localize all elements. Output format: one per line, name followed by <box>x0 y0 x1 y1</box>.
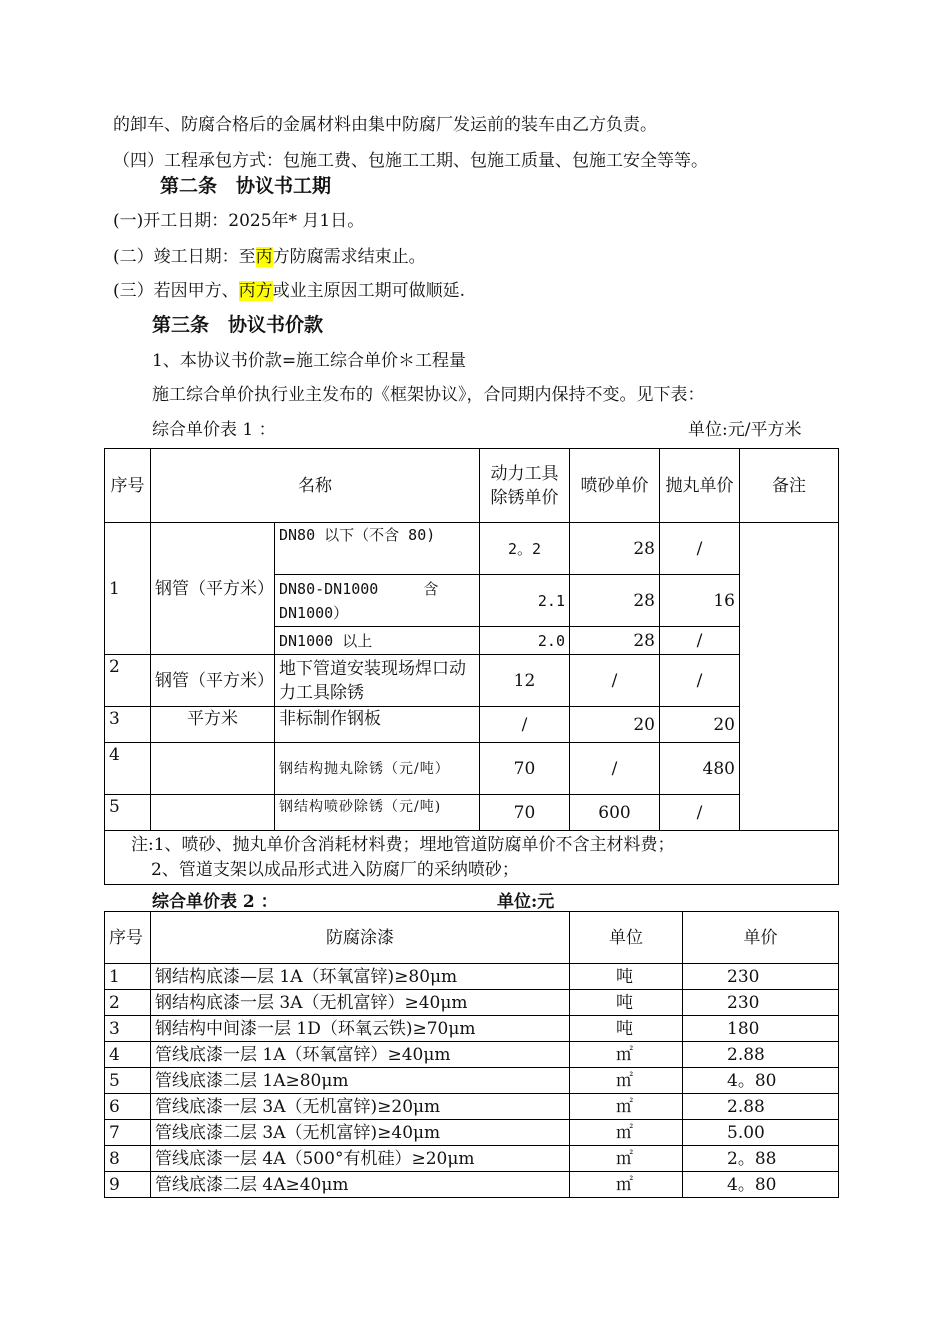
t1-sub: 钢结构喷砂除锈（元/吨) <box>275 795 480 831</box>
table-row <box>105 1120 839 1146</box>
t1-cat <box>151 743 275 795</box>
t2-unit: 吨 <box>570 1016 683 1042</box>
t2-header-unit: 单位 <box>570 912 683 964</box>
section-heading-2: 第二条 协议书工期 <box>160 175 332 197</box>
t1-shot: 480 <box>660 743 740 795</box>
t1-shot: 20 <box>660 707 740 743</box>
table-row <box>105 1068 839 1094</box>
table2-caption: 综合单价表 2 ： <box>152 892 278 912</box>
t1-sub: DN80 以下（不含 80) <box>275 523 480 575</box>
t1-sand: 28 <box>570 627 660 655</box>
end-date-suffix: 方防腐需求结束止。 <box>272 247 426 267</box>
price-table-2 <box>104 911 839 1198</box>
t1-power: 2.0 <box>480 627 570 655</box>
table-row <box>105 1172 839 1198</box>
t2-price: 4。80 <box>683 1068 839 1094</box>
t2-name: 管线底漆二层 4A≥40μm <box>151 1172 570 1198</box>
t1-no: 5 <box>105 795 151 831</box>
t2-header-price: 单价 <box>683 912 839 964</box>
t2-name: 管线底漆二层 1A≥80μm <box>151 1068 570 1094</box>
t1-header-no: 序号 <box>105 449 151 523</box>
t2-price: 5.00 <box>683 1120 839 1146</box>
t1-sand: 28 <box>570 575 660 627</box>
t2-name: 钢结构底漆一层 3A（无机富锌）≥40μm <box>151 990 570 1016</box>
t1-remark <box>740 523 839 831</box>
t1-cat: 平方米 <box>151 707 275 743</box>
table-row <box>105 523 839 575</box>
t1-power: 70 <box>480 795 570 831</box>
t1-sand: / <box>570 655 660 707</box>
t1-shot: 16 <box>660 575 740 627</box>
table-row <box>105 655 839 707</box>
paragraph-delay <box>113 276 465 301</box>
t2-no: 3 <box>105 1016 151 1042</box>
table-row <box>105 707 839 743</box>
paragraph-1: 的卸车、防腐合格后的金属材料由集中防腐厂发运前的装车由乙方负责。 <box>113 115 657 135</box>
t1-note-2: 2、管道支架以成品形式进入防腐厂的采纳喷砂； <box>151 859 519 880</box>
t2-no: 5 <box>105 1068 151 1094</box>
t2-price: 2.88 <box>683 1042 839 1068</box>
t1-no: 3 <box>105 707 151 743</box>
highlight-bingfang: 丙方 <box>238 281 273 301</box>
t2-header-no: 序号 <box>105 912 151 964</box>
t1-shot: / <box>660 523 740 575</box>
t1-note-1: 注:1、喷砂、抛丸单价含消耗材料费；埋地管道防腐单价不含主材料费； <box>131 834 675 855</box>
t2-no: 6 <box>105 1094 151 1120</box>
t1-power: 12 <box>480 655 570 707</box>
t2-no: 1 <box>105 964 151 990</box>
paragraph-start-date: (一)开工日期：2025年* 月1日。 <box>113 211 365 231</box>
t2-unit: ㎡ <box>570 1146 683 1172</box>
table-row <box>105 990 839 1016</box>
t1-sub: DN1000 以上 <box>275 627 480 655</box>
t2-price: 180 <box>683 1016 839 1042</box>
t2-no: 9 <box>105 1172 151 1198</box>
paragraph-end-date <box>113 242 426 267</box>
table-row <box>105 743 839 795</box>
table-row <box>105 964 839 990</box>
paragraph-2: （四）工程承包方式：包施工费、包施工工期、包施工质量、包施工安全等等。 <box>113 151 708 171</box>
paragraph-price: 1、本协议书价款=施工综合单价＊工程量 <box>152 351 467 371</box>
t2-no: 4 <box>105 1042 151 1068</box>
delay-suffix: 或业主原因工期可做顺延. <box>272 281 466 301</box>
delay-prefix: (三）若因甲方、 <box>113 281 239 301</box>
table-row <box>105 1146 839 1172</box>
t2-name: 管线底漆一层 3A（无机富锌)≥20μm <box>151 1094 570 1120</box>
table2-unit: 单位:元 <box>497 892 555 912</box>
t1-cat-1: 钢管（平方米） <box>151 523 275 655</box>
t1-power: 70 <box>480 743 570 795</box>
t1-no: 4 <box>105 743 151 795</box>
table1-caption: 综合单价表 1 ： <box>152 420 276 440</box>
t1-header-name: 名称 <box>151 449 480 523</box>
t1-cat <box>151 795 275 831</box>
t1-sub: 非标制作钢板 <box>275 707 480 743</box>
t1-sand: / <box>570 743 660 795</box>
highlight-bing: 丙 <box>255 247 273 267</box>
section-heading-3: 第三条 协议书价款 <box>152 314 324 336</box>
t1-power: / <box>480 707 570 743</box>
t1-power: 2.1 <box>480 575 570 627</box>
t2-unit: 吨 <box>570 964 683 990</box>
t2-header-name: 防腐涂漆 <box>151 912 570 964</box>
t2-price: 2。88 <box>683 1146 839 1172</box>
t1-no-1: 1 <box>105 523 151 655</box>
t1-shot: / <box>660 655 740 707</box>
t2-name: 管线底漆二层 3A（无机富锌)≥40μm <box>151 1120 570 1146</box>
t2-no: 8 <box>105 1146 151 1172</box>
t1-shot: / <box>660 795 740 831</box>
paragraph-price-note: 施工综合单价执行业主发布的《框架协议》，合同期内保持不变。见下表： <box>152 385 705 405</box>
t1-cat: 钢管（平方米） <box>151 655 275 707</box>
t2-unit: ㎡ <box>570 1042 683 1068</box>
t1-sub: DN80-DN1000 含DN1000） <box>275 575 480 627</box>
t2-price: 2.88 <box>683 1094 839 1120</box>
end-date-prefix: (二）竣工日期：至 <box>113 247 256 267</box>
t2-no: 2 <box>105 990 151 1016</box>
t2-unit: ㎡ <box>570 1120 683 1146</box>
t2-unit: 吨 <box>570 990 683 1016</box>
t2-unit: ㎡ <box>570 1068 683 1094</box>
t2-price: 230 <box>683 990 839 1016</box>
table-row <box>105 1094 839 1120</box>
t2-name: 管线底漆一层 4A（500°有机硅）≥20μm <box>151 1146 570 1172</box>
t1-no: 2 <box>105 655 151 707</box>
t2-unit: ㎡ <box>570 1172 683 1198</box>
t2-name: 管线底漆一层 1A（环氧富锌）≥40μm <box>151 1042 570 1068</box>
t1-sub: 钢结构抛丸除锈（元/吨） <box>275 743 480 795</box>
t1-sand: 20 <box>570 707 660 743</box>
table-row <box>105 795 839 831</box>
t2-unit: ㎡ <box>570 1094 683 1120</box>
t1-sand: 600 <box>570 795 660 831</box>
t1-sand: 28 <box>570 523 660 575</box>
t1-header-power: 动力工具除锈单价 <box>480 449 570 523</box>
table-row <box>105 1016 839 1042</box>
t1-power: 2。2 <box>480 523 570 575</box>
t2-name: 钢结构中间漆一层 1D（环氧云铁)≥70μm <box>151 1016 570 1042</box>
t1-shot: / <box>660 627 740 655</box>
t1-notes <box>105 831 839 885</box>
table1-unit: 单位:元/平方米 <box>688 420 802 440</box>
t1-sub: 地下管道安装现场焊口动力工具除锈 <box>275 655 480 707</box>
table-row <box>105 1042 839 1068</box>
t2-price: 230 <box>683 964 839 990</box>
t2-price: 4。80 <box>683 1172 839 1198</box>
t1-header-shot: 抛丸单价 <box>660 449 740 523</box>
price-table-1 <box>104 448 839 885</box>
t1-header-remark: 备注 <box>740 449 839 523</box>
t1-header-sand: 喷砂单价 <box>570 449 660 523</box>
t2-no: 7 <box>105 1120 151 1146</box>
t2-name: 钢结构底漆—层 1A（环氧富锌)≥80μm <box>151 964 570 990</box>
